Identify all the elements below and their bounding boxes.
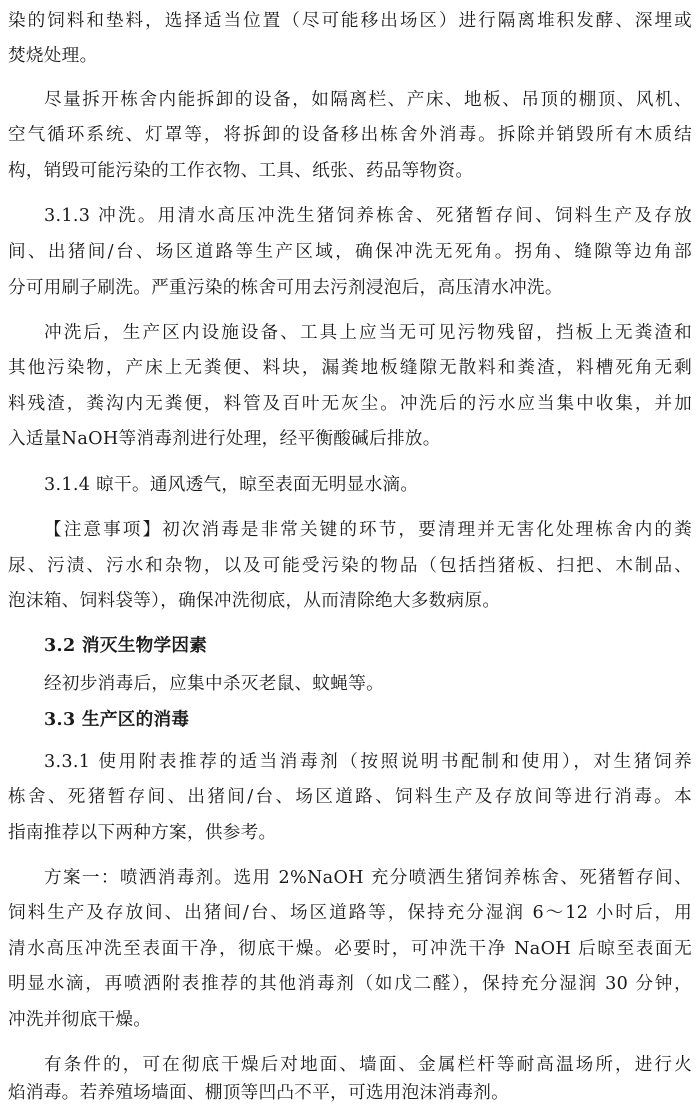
paragraph-line: 空气循环系统、灯罩等，将拆卸的设备移出栋舍外消毒。拆除并销毁所有木质结 xyxy=(8,125,692,145)
section-heading: 3.2 消灭生物学因素 xyxy=(44,635,208,656)
paragraph-line: 料残渣，粪沟内无粪便，料管及百叶无灰尘。冲洗后的污水应当集中收集，并加 xyxy=(8,394,692,414)
paragraph-line: 饲料生产及存放间、出猪间/台、场区道路等，保持充分湿润 6～12 小时后，用 xyxy=(8,903,692,923)
paragraph-line: 冲洗后，生产区内设施设备、工具上应当无可见污物残留，挡板上无粪渣和 xyxy=(44,323,692,343)
paragraph-line: 清水高压冲洗至表面干净，彻底干燥。必要时，可冲洗干净 NaOH 后晾至表面无 xyxy=(8,939,692,959)
paragraph-line: 经初步消毒后，应集中杀灭老鼠、蚊蝇等。 xyxy=(44,674,384,694)
paragraph-line: 尽量拆开栋舍内能拆卸的设备，如隔离栏、产床、地板、吊顶的棚顶、风机、 xyxy=(44,90,692,110)
paragraph-line: 【注意事项】初次消毒是非常关键的环节，要清理并无害化处理栋舍内的粪 xyxy=(44,520,692,540)
paragraph-line: 3.1.3 冲洗。用清水高压冲洗生猪饲养栋舍、死猪暂存间、饲料生产及存放 xyxy=(44,206,692,226)
paragraph-line: 染的饲料和垫料，选择适当位置（尽可能移出场区）进行隔离堆积发酵、深埋或 xyxy=(8,11,692,31)
paragraph-line: 方案一：喷洒消毒剂。选用 2%NaOH 充分喷洒生猪饲养栋舍、死猪暂存间、 xyxy=(44,868,692,888)
paragraph-line: 栋舍、死猪暂存间、出猪间/台、场区道路、饲料生产及存放间等进行消毒。本 xyxy=(8,787,692,807)
section-heading: 3.3 生产区的消毒 xyxy=(44,709,190,730)
paragraph-line: 泡沫箱、饲料袋等），确保冲洗彻底，从而清除绝大多数病原。 xyxy=(8,591,501,611)
paragraph-line: 指南推荐以下两种方案，供参考。 xyxy=(8,823,277,843)
paragraph-line: 构，销毁可能污染的工作衣物、工具、纸张、药品等物资。 xyxy=(8,161,474,181)
paragraph-line: 焚烧处理。 xyxy=(8,46,98,66)
paragraph-line: 其他污染物，产床上无粪便、料块，漏粪地板缝隙无散料和粪渣，料槽死角无剩 xyxy=(8,358,692,378)
paragraph-line: 明显水滴，再喷洒附表推荐的其他消毒剂（如戊二醛），保持充分湿润 30 分钟， xyxy=(8,974,692,994)
paragraph-line: 尿、污渍、污水和杂物，以及可能受污染的物品（包括挡猪板、扫把、木制品、 xyxy=(8,556,692,576)
paragraph-line: 间、出猪间/台、场区道路等生产区域，确保冲洗无死角。拐角、缝隙等边角部 xyxy=(8,242,692,262)
paragraph-line: 分可用刷子刷洗。严重污染的栋舍可用去污剂浸泡后，高压清水冲洗。 xyxy=(8,278,563,298)
paragraph-line: 焰消毒。若养殖场墙面、棚顶等凹凸不平，可选用泡沫消毒剂。 xyxy=(8,1083,510,1103)
paragraph-line: 入适量NaOH等消毒剂进行处理，经平衡酸碱后排放。 xyxy=(8,429,441,449)
paragraph-line: 冲洗并彻底干燥。 xyxy=(8,1010,152,1030)
paragraph-line: 3.3.1 使用附表推荐的适当消毒剂（按照说明书配制和使用），对生猪饲养 xyxy=(44,752,692,772)
paragraph-line: 3.1.4 晾干。通风透气，晾至表面无明显水滴。 xyxy=(44,475,419,495)
paragraph-line: 有条件的，可在彻底干燥后对地面、墙面、金属栏杆等耐高温场所，进行火 xyxy=(44,1055,692,1075)
